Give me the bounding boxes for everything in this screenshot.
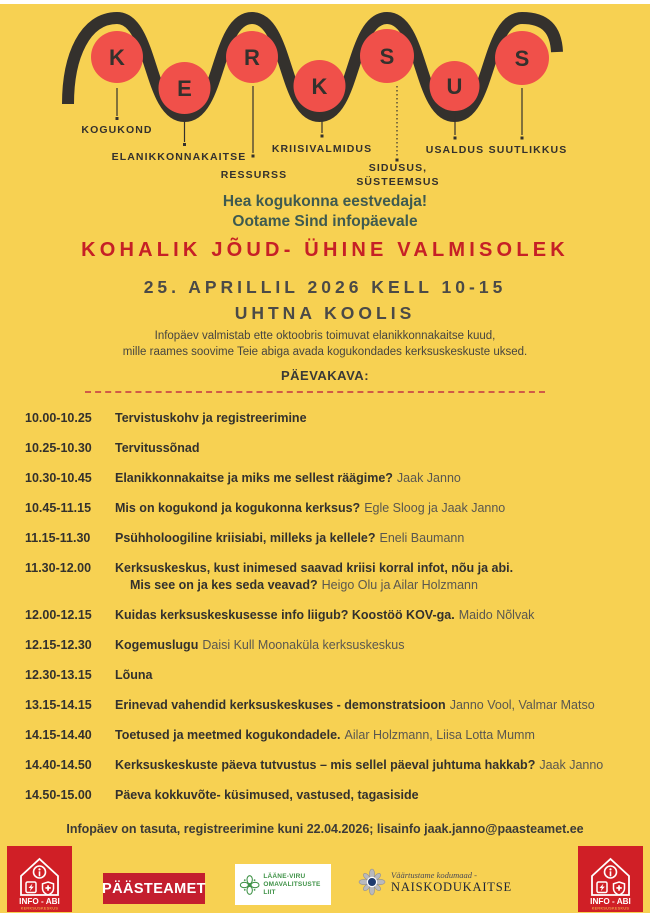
circle-letter-s1: S <box>379 44 395 69</box>
schedule-time: 12.00-12.15 <box>25 608 92 622</box>
schedule-row <box>25 560 635 594</box>
schedule-time: 10.45-11.15 <box>25 501 92 515</box>
info-abi-subtitle: KERKSUSKESKUS <box>20 906 59 911</box>
description-line2: mille raames soovime Teie abiga avada kogukondades kerksuskeskuste uksed. <box>122 346 528 358</box>
schedule-topic: Tervistuskohv ja registreerimine <box>115 411 307 425</box>
schedule-topic: Tervitussõnad <box>115 441 200 455</box>
schedule-time: 14.15-14.40 <box>25 728 92 742</box>
schedule-speaker: Jaak Janno <box>539 758 604 772</box>
registration-note: Infopäev on tasuta, registreerimine kuni 22.04.2026; lisainfo jaak.janno@paasteamet.ee <box>66 822 584 836</box>
schedule-row <box>25 727 635 744</box>
schedule-topic: Psühholoogiline kriisiabi, milleks ja kellele? Eneli Baumann <box>115 531 465 545</box>
schedule-row <box>25 607 635 624</box>
schedule-topic: Kerksuskeskuste päeva tutvustus – mis sellel päeval juhtuma hakkab? Jaak Janno <box>115 758 604 772</box>
label-kriisivalmidus: KRIISIVALMIDUS <box>271 143 373 155</box>
info-abi-title: INFO - ABI <box>19 897 60 906</box>
event-title: KOHALIK JÕUD- ÜHINE VALMISOLEK <box>81 239 569 261</box>
info-abi-logo-right <box>578 846 643 912</box>
schedule-time: 12.15-12.30 <box>25 638 92 652</box>
event-description <box>0 328 650 360</box>
circle-letter-e: E <box>177 76 192 101</box>
laane-viru-text <box>263 873 327 897</box>
schedule-time: 10.00-10.25 <box>25 411 92 425</box>
schedule-speaker: Heigo Olu ja Ailar Holzmann <box>321 578 478 592</box>
agenda-heading: PÄEVAKAVA: <box>280 368 370 383</box>
kerksus-wave-graphic <box>0 4 650 194</box>
paasteamet-logo <box>103 873 205 904</box>
schedule-row <box>25 637 635 654</box>
event-date-place <box>0 275 650 326</box>
label-ressurss: RESSURSS <box>220 169 288 181</box>
schedule-list <box>25 410 635 817</box>
naiskodukaitse-emblem-icon <box>358 867 386 897</box>
laane-viru-line1: LÄÄNE-VIRU <box>263 872 306 880</box>
intro-text <box>0 192 650 231</box>
label-susteemsus: SÜSTEEMSUS <box>356 176 440 188</box>
schedule-row <box>25 500 635 517</box>
schedule-speaker: Jaak Janno <box>396 471 461 485</box>
label-suutlikkus: SUUTLIKKUS <box>488 144 568 156</box>
schedule-row <box>25 530 635 547</box>
schedule-topic: Kuidas kerksuskeskusesse info liigub? Koostöö KOV-ga. Maido Nõlvak <box>115 608 535 622</box>
circle-letter-k2: K <box>311 74 328 99</box>
poster-background <box>0 4 650 913</box>
schedule-topic: Erinevad vahendid kerksuskeskuses - demonstratsioon Janno Vool, Valmar Matso <box>115 698 595 712</box>
schedule-row <box>25 787 635 804</box>
paasteamet-label: PÄÄSTEAMET <box>102 880 206 897</box>
circle-letter-r: R <box>244 45 260 70</box>
schedule-speaker: Ailar Holzmann, Liisa Lotta Mumm <box>344 728 535 742</box>
naiskodukaitse-logo <box>358 867 512 897</box>
schedule-topic: Mis on kogukond ja kogukonna kerksus? Egle Sloog ja Jaak Janno <box>115 501 506 515</box>
schedule-topic: Kogemuslugu Daisi Kull Moonaküla kerksuskeskus <box>115 638 405 652</box>
intro-line2: Ootame Sind infopäevale <box>232 212 418 230</box>
info-abi-subtitle: KERKSUSKESKUS <box>591 906 630 911</box>
label-elanikkonnakaitse: ELANIKKONNAKAITSE <box>111 151 247 163</box>
schedule-row <box>25 440 635 457</box>
schedule-topic-line2: Mis see on ja kes seda veavad? Heigo Olu ja Ailar Holzmann <box>130 578 478 592</box>
schedule-speaker: Egle Sloog ja Jaak Janno <box>364 501 506 515</box>
schedule-topic: Kerksuskeskus, kust inimesed saavad kriisi korral infot, nõu ja abi. Mis see on ja kes seda veavad? Heigo Olu ja Ailar Holzmann <box>115 560 635 594</box>
dashed-divider <box>85 391 545 393</box>
schedule-time: 10.30-10.45 <box>25 471 92 485</box>
circle-letter-s2: S <box>514 46 530 71</box>
schedule-topic: Elanikkonnakaitse ja miks me sellest räägime? Jaak Janno <box>115 471 461 485</box>
intro-line1: Hea kogukonna eestvedaja! <box>222 193 428 210</box>
schedule-row <box>25 757 635 774</box>
schedule-speaker: Daisi Kull Moonaküla kerksuskeskus <box>202 638 405 652</box>
schedule-speaker: Maido Nõlvak <box>458 608 535 622</box>
laane-viru-logo <box>235 864 331 905</box>
schedule-speaker: Janno Vool, Valmar Matso <box>449 698 595 712</box>
circle-letter-k1: K <box>109 45 125 70</box>
schedule-time: 12.30-13.15 <box>25 668 92 682</box>
info-abi-logo-left <box>7 846 72 912</box>
description-line1: Infopäev valmistab ette oktoobris toimuvat elanikkonnakaitse kuud, <box>154 330 496 342</box>
label-kogukond: KOGUKOND <box>81 124 153 136</box>
schedule-time: 10.25-10.30 <box>25 441 92 455</box>
schedule-row <box>25 470 635 487</box>
schedule-speaker: Eneli Baumann <box>379 531 465 545</box>
naiskodukaitse-motto: Väärtustame kodumaad - <box>391 869 477 880</box>
schedule-time: 11.30-12.00 <box>25 561 92 575</box>
schedule-time: 14.50-15.00 <box>25 788 92 802</box>
flower-icon <box>239 873 260 897</box>
schedule-row <box>25 697 635 714</box>
label-sidusus: SIDUSUS, <box>368 162 428 174</box>
event-place: UHTNA KOOLIS <box>234 302 416 323</box>
label-usaldus: USALDUS <box>425 144 485 156</box>
naiskodukaitse-text <box>391 870 512 895</box>
schedule-row <box>25 410 635 427</box>
schedule-time: 11.15-11.30 <box>25 531 91 545</box>
schedule-topic: Lõuna <box>115 668 153 682</box>
schedule-topic: Toetused ja meetmed kogukondadele. Ailar Holzmann, Liisa Lotta Mumm <box>115 728 535 742</box>
schedule-time: 13.15-14.15 <box>25 698 92 712</box>
schedule-time: 14.40-14.50 <box>25 758 92 772</box>
schedule-topic: Päeva kokkuvõte- küsimused, vastused, tagasiside <box>115 788 419 802</box>
laane-viru-line2: OMAVALITSUSTE LIIT <box>263 880 321 896</box>
info-abi-title: INFO - ABI <box>590 897 631 906</box>
circle-letter-u: U <box>446 74 463 99</box>
event-date: 25. APRILLIL 2026 KELL 10-15 <box>143 277 507 297</box>
naiskodukaitse-name: NAISKODUKAITSE <box>391 879 512 894</box>
schedule-row <box>25 667 635 684</box>
